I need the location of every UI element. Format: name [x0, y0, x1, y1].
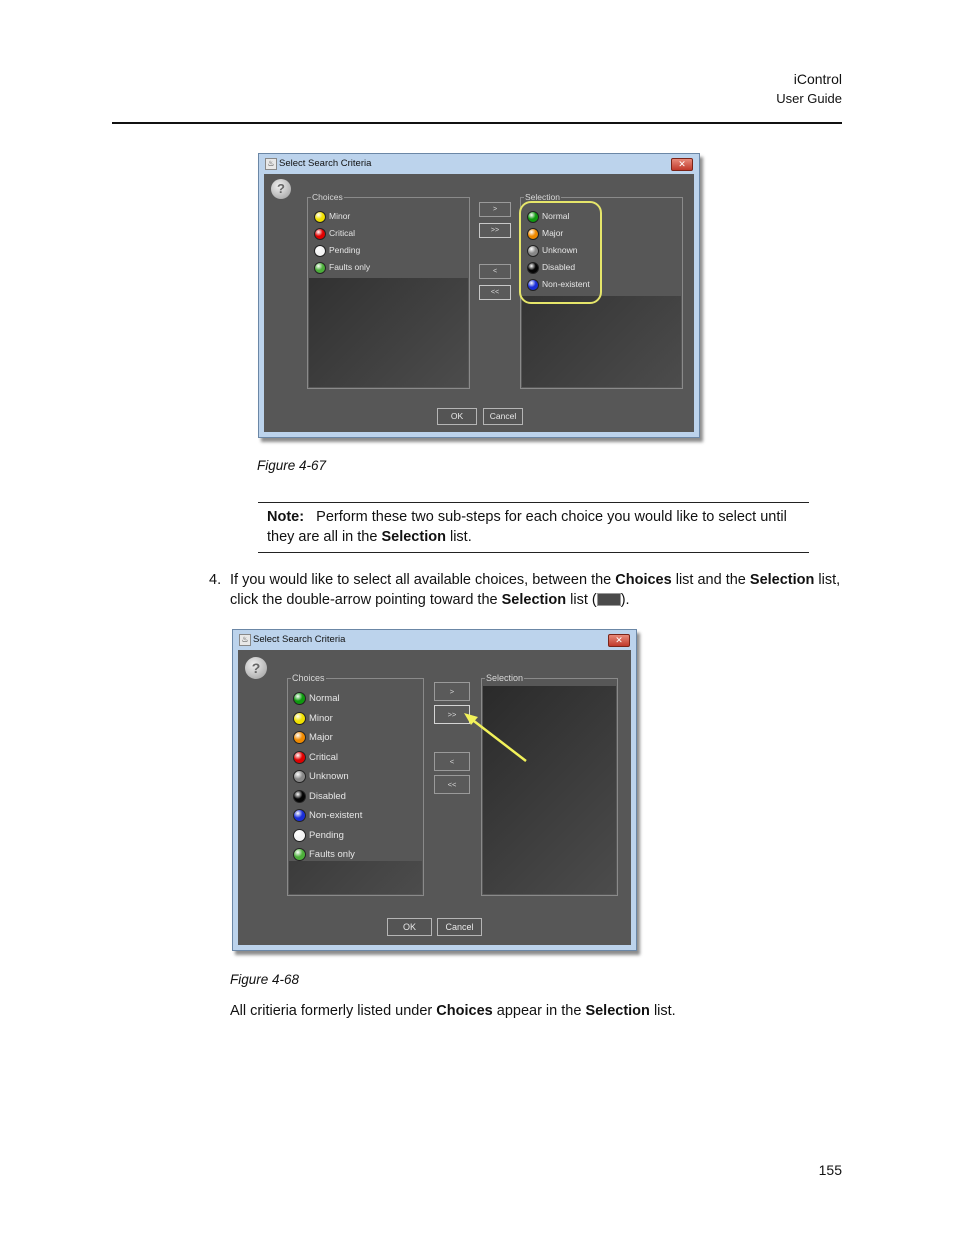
remove-all-button[interactable]: << [434, 775, 470, 794]
choices-group [307, 192, 470, 389]
dialog-body [264, 174, 694, 432]
list-item-label: Minor [329, 211, 351, 221]
header-rule [112, 122, 842, 124]
add-button[interactable]: > [434, 682, 470, 701]
list-item-label: Critical [329, 228, 355, 238]
list-item-label: Non-existent [309, 810, 363, 821]
dialog-title: Select Search Criteria [279, 158, 372, 169]
step-text-3: list, click the double-arrow pointing toward the [230, 572, 841, 608]
status-dot-icon [293, 848, 306, 861]
list-item-label: Major [542, 228, 564, 238]
status-dot-icon [293, 790, 306, 803]
cancel-button[interactable]: Cancel [437, 918, 482, 936]
result-text-2: appear in the [496, 1003, 582, 1019]
dialog-figure-4-67 [258, 153, 700, 438]
ok-button[interactable]: OK [387, 918, 432, 936]
add-all-button[interactable]: >> [479, 223, 511, 238]
result-text-3: list. [653, 1003, 676, 1019]
list-item-label: Pending [329, 245, 361, 255]
step-text-5: ). [620, 592, 630, 608]
status-dot-icon [314, 262, 326, 274]
dialog-titlebar[interactable] [233, 630, 636, 650]
page-number: 155 [818, 1162, 842, 1178]
list-item-label: Disabled [542, 262, 576, 272]
list-item[interactable] [289, 748, 422, 768]
note-body: Perform these two sub-steps for each choice you would like to select until they are all in the [267, 509, 787, 545]
result-bold-2: Selection [585, 1003, 650, 1019]
list-item-label: Minor [309, 712, 333, 724]
choices-group [287, 673, 424, 896]
note-tail: list. [449, 529, 472, 545]
list-item[interactable] [309, 208, 468, 225]
list-item-label: Normal [309, 693, 340, 704]
note-bold: Selection [381, 529, 446, 545]
remove-all-button[interactable]: << [479, 285, 511, 300]
status-dot-icon [293, 829, 306, 842]
list-item[interactable] [289, 709, 422, 729]
list-item[interactable] [289, 787, 422, 807]
step-text-2: list and the [675, 572, 746, 588]
list-item-label: Critical [309, 751, 339, 763]
list-item[interactable] [289, 845, 422, 865]
result-text [230, 1001, 845, 1021]
java-app-icon: ♨ [265, 158, 277, 170]
choices-list[interactable] [309, 204, 468, 387]
step-bold-3: Selection [501, 592, 567, 608]
status-dot-icon [314, 245, 326, 257]
add-button[interactable]: > [479, 202, 511, 217]
dialog-figure-4-68 [232, 629, 637, 951]
dialog-title: Select Search Criteria [253, 634, 346, 645]
list-item-label: Normal [542, 211, 570, 221]
step-text-1: If you would like to select all available choices, between the [230, 572, 612, 588]
close-button[interactable]: ✕ [671, 158, 693, 171]
list-item-label: Disabled [309, 790, 346, 802]
list-item-label: Faults only [309, 849, 355, 860]
step-bold-2: Selection [749, 572, 815, 588]
list-item-label: Unknown [542, 245, 578, 255]
status-dot-icon [293, 751, 306, 764]
note-box [258, 502, 809, 553]
close-button[interactable]: ✕ [608, 634, 630, 647]
list-item[interactable] [289, 806, 422, 826]
list-item-label: Faults only [329, 262, 371, 272]
ok-button[interactable]: OK [437, 408, 477, 425]
remove-button[interactable]: < [479, 264, 511, 279]
figure-caption: Figure 4-67 [257, 458, 327, 473]
status-dot-icon [293, 809, 306, 822]
selection-highlight [519, 201, 602, 304]
list-item[interactable] [309, 259, 468, 276]
step-text [230, 570, 845, 610]
step-number: 4. [209, 572, 222, 588]
note-text [267, 507, 800, 547]
dialog-body [238, 650, 631, 945]
list-item-label: Pending [309, 829, 344, 841]
choices-list[interactable] [289, 686, 422, 894]
result-text-1: All critieria formerly listed under [230, 1003, 433, 1019]
status-dot-icon [293, 712, 306, 725]
list-item-label: Unknown [309, 771, 349, 782]
list-item-label: Non-existent [542, 279, 590, 289]
step-text-4: list ( [570, 592, 597, 608]
header-subtitle: User Guide [776, 91, 842, 106]
selection-label: Selection [525, 192, 560, 202]
list-item[interactable] [289, 689, 422, 709]
status-dot-icon [314, 211, 326, 223]
list-item[interactable] [289, 728, 422, 748]
figure-caption: Figure 4-68 [230, 972, 300, 987]
list-item[interactable] [289, 767, 422, 787]
dialog-titlebar[interactable] [259, 154, 699, 174]
selection-label: Selection [486, 673, 524, 683]
choices-label: Choices [292, 673, 325, 683]
help-icon[interactable]: ? [271, 179, 291, 199]
add-all-button[interactable]: >> [434, 705, 470, 724]
pointer-arrow-icon [460, 710, 530, 765]
status-dot-icon [293, 731, 306, 744]
result-bold-1: Choices [436, 1003, 493, 1019]
list-item[interactable] [309, 225, 468, 242]
choices-rows [289, 686, 422, 861]
choices-label: Choices [312, 192, 343, 202]
status-dot-icon [293, 770, 306, 783]
list-item[interactable] [289, 826, 422, 846]
choices-rows [309, 204, 468, 278]
cancel-button[interactable]: Cancel [483, 408, 523, 425]
status-dot-icon [293, 692, 306, 705]
remove-button[interactable]: < [434, 752, 470, 771]
note-label: Note: [267, 509, 305, 525]
step-bold-1: Choices [615, 572, 672, 588]
help-icon[interactable]: ? [245, 657, 267, 679]
list-item-label: Major [309, 732, 333, 743]
header-title: iControl [793, 71, 842, 87]
status-dot-icon [314, 228, 326, 240]
java-app-icon: ♨ [239, 634, 251, 646]
list-item[interactable] [309, 242, 468, 259]
double-arrow-icon [597, 593, 621, 606]
